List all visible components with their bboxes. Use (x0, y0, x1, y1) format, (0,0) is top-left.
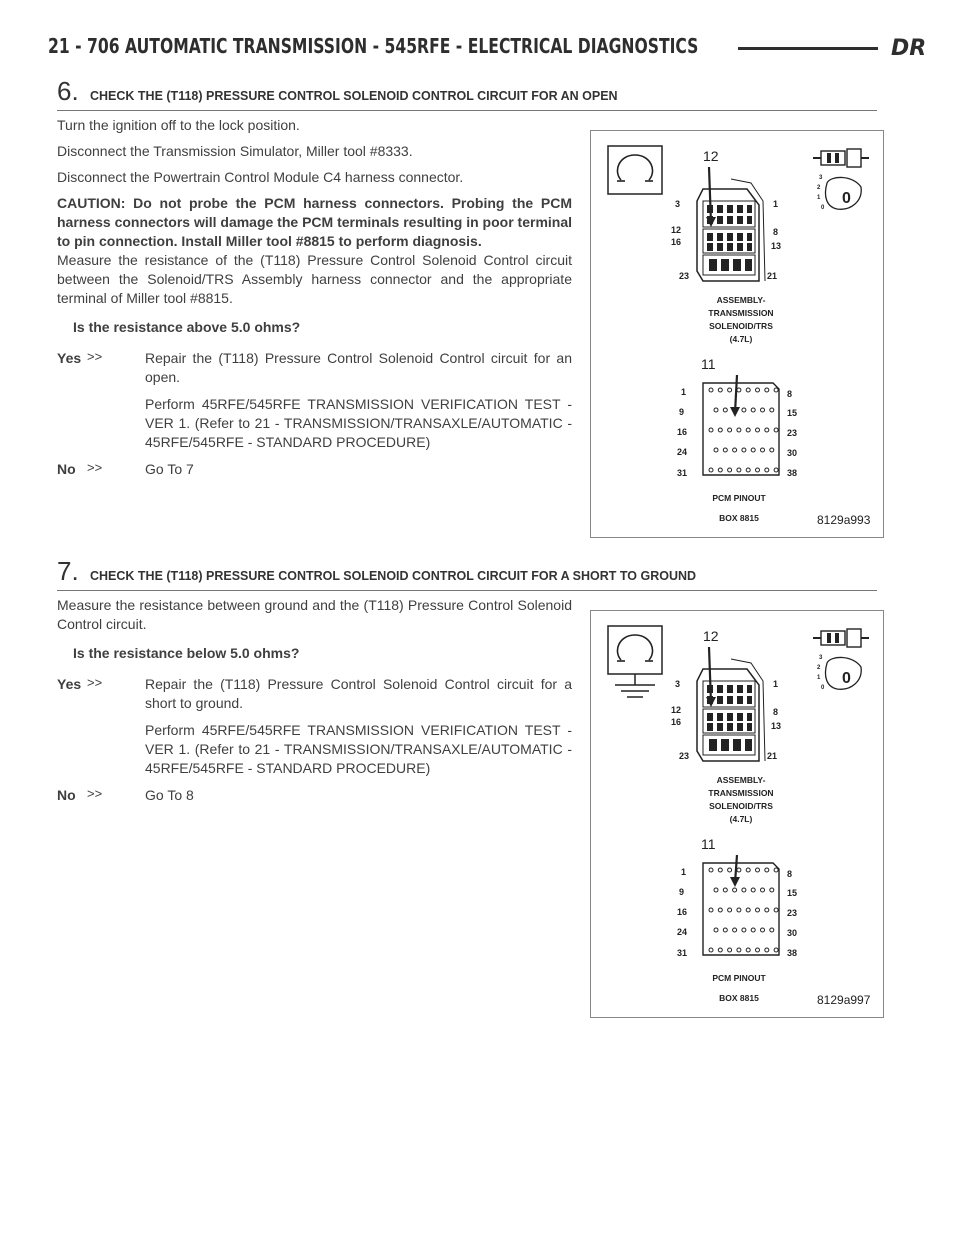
step-7-heading (57, 556, 877, 591)
svg-text:12: 12 (703, 628, 719, 644)
pin-hole (733, 928, 737, 932)
svg-text:38: 38 (787, 948, 798, 958)
svg-text:ASSEMBLY-: ASSEMBLY- (716, 775, 766, 785)
pin-hole (770, 448, 774, 452)
connector-plug-icon (813, 149, 869, 167)
svg-text:8: 8 (773, 707, 779, 717)
svg-text:TRANSMISSION: TRANSMISSION (708, 308, 774, 318)
ohm-icon (608, 146, 662, 194)
pin-hole (751, 408, 755, 412)
svg-text:23: 23 (679, 271, 690, 281)
svg-text:(4.7L): (4.7L) (729, 334, 753, 344)
pin-hole (742, 408, 746, 412)
answer-arrow: >> (87, 349, 103, 364)
pin-hole (746, 868, 750, 872)
measure-instruction: Measure the resistance between ground and the (T118) Pressure Control Solenoid Control circuit. (57, 597, 572, 632)
connector-plug-icon (813, 629, 869, 647)
pin-hole (737, 868, 741, 872)
pin-hole (746, 948, 750, 952)
svg-text:16: 16 (671, 237, 682, 247)
svg-text:BOX 8815: BOX 8815 (719, 513, 759, 523)
meter-dial-icon (817, 175, 861, 211)
pin-hole (718, 388, 722, 392)
figure-id: 8129a997 (817, 993, 871, 1007)
meter-dial-icon (817, 655, 861, 691)
pin-hole (723, 408, 727, 412)
pin-hole (751, 888, 755, 892)
diagnostic-question: Is the resistance below 5.0 ohms? (73, 645, 300, 661)
svg-text:8: 8 (787, 389, 793, 399)
answer-no (57, 786, 572, 805)
svg-text:8: 8 (787, 869, 793, 879)
pin-hole (742, 928, 746, 932)
svg-text:31: 31 (677, 468, 688, 478)
pin-hole (709, 428, 713, 432)
pcm-pinout-box (703, 375, 779, 475)
pcm-pinout-box (703, 855, 779, 955)
pin-hole (709, 468, 713, 472)
vehicle-code-logo: DR (891, 36, 927, 61)
svg-text:0: 0 (821, 205, 825, 211)
pin-hole (774, 428, 778, 432)
answer-text: Perform 45RFE/545RFE TRANSMISSION VERIFICATION TEST - VER 1. (Refer to 21 - TRANSMISSION/TRANSAXLE/AUTOMATIC - 45RFE/545RFE - STANDARD PROCEDURE) (145, 722, 572, 776)
svg-text:0: 0 (821, 685, 825, 691)
pin-hole (742, 448, 746, 452)
pin-hole (765, 908, 769, 912)
caution-note: CAUTION: Do not probe the PCM harness connectors. Probing the PCM harness connectors will damage the PCM terminals resulting in poor terminal to pin connection. Install Miller tool #8815 to perform diagnosis. (57, 195, 573, 249)
svg-text:1: 1 (817, 675, 821, 681)
page-header (48, 30, 927, 64)
pin-hole (709, 388, 713, 392)
pin-hole (718, 908, 722, 912)
svg-text:8: 8 (773, 227, 779, 237)
svg-text:(4.7L): (4.7L) (729, 814, 753, 824)
pin-hole (728, 908, 732, 912)
pin-hole (774, 468, 778, 472)
svg-text:23: 23 (787, 428, 798, 438)
pin-hole (746, 428, 750, 432)
svg-text:2: 2 (817, 665, 821, 671)
svg-text:2: 2 (817, 185, 821, 191)
trs-connector (697, 647, 765, 761)
pin-hole (718, 868, 722, 872)
svg-text:1: 1 (773, 199, 779, 209)
pin-hole (728, 388, 732, 392)
pin-hole (737, 428, 741, 432)
pin-hole (733, 448, 737, 452)
pin-hole (765, 868, 769, 872)
pin-hole (709, 908, 713, 912)
pin-hole (761, 448, 765, 452)
figure-id: 8129a993 (817, 513, 871, 527)
trs-connector (697, 167, 765, 281)
svg-text:3: 3 (819, 655, 823, 661)
pin-hole (709, 868, 713, 872)
pin-hole (723, 888, 727, 892)
pin-hole (774, 868, 778, 872)
pin-hole (774, 908, 778, 912)
svg-text:1: 1 (773, 679, 779, 689)
answer-text: Repair the (T118) Pressure Control Solenoid Control circuit for an open. (145, 350, 572, 385)
svg-text:30: 30 (787, 928, 798, 938)
pin-hole (746, 908, 750, 912)
svg-text:3: 3 (675, 199, 681, 209)
pin-hole (728, 468, 732, 472)
svg-text:0: 0 (842, 190, 851, 207)
answer-text: Perform 45RFE/545RFE TRANSMISSION VERIFICATION TEST - VER 1. (Refer to 21 - TRANSMISSION/TRANSAXLE/AUTOMATIC - 45RFE/545RFE - STANDARD PROCEDURE) (145, 396, 572, 450)
pin-hole (774, 388, 778, 392)
header-rule (738, 47, 878, 50)
pin-hole (765, 948, 769, 952)
pin-hole (746, 388, 750, 392)
svg-text:9: 9 (679, 407, 685, 417)
svg-text:1: 1 (817, 195, 821, 201)
pin-hole (765, 388, 769, 392)
instruction: Turn the ignition off to the lock position. (57, 117, 300, 133)
svg-text:30: 30 (787, 448, 798, 458)
diagnostic-question: Is the resistance above 5.0 ohms? (73, 319, 301, 335)
svg-text:15: 15 (787, 888, 798, 898)
pin-hole (728, 428, 732, 432)
pin-hole (751, 448, 755, 452)
step-number: 7. (57, 556, 79, 586)
pin-hole (761, 408, 765, 412)
ground-icon (615, 674, 655, 697)
pin-hole (737, 468, 741, 472)
pin-hole (751, 928, 755, 932)
svg-text:9: 9 (679, 887, 685, 897)
answer-arrow: >> (87, 460, 103, 475)
pin-hole (756, 908, 760, 912)
svg-text:BOX 8815: BOX 8815 (719, 993, 759, 1003)
svg-text:3: 3 (819, 175, 823, 181)
pin-hole (770, 888, 774, 892)
step-number: 6. (57, 76, 79, 106)
pin-hole (733, 888, 737, 892)
svg-text:12: 12 (671, 705, 682, 715)
pin-hole (723, 448, 727, 452)
svg-text:13: 13 (771, 241, 782, 251)
step-7-body (57, 596, 572, 813)
pin-hole (742, 888, 746, 892)
pin-hole (728, 868, 732, 872)
answer-text: Repair the (T118) Pressure Control Solenoid Control circuit for a short to ground. (145, 676, 572, 711)
pin-hole (728, 948, 732, 952)
pin-hole (714, 408, 718, 412)
figure-8129a997 (590, 610, 884, 1018)
page-title: 21 - 706 AUTOMATIC TRANSMISSION - 545RFE - ELECTRICAL DIAGNOSTICS (48, 34, 699, 58)
svg-text:16: 16 (671, 717, 682, 727)
pin-hole (761, 888, 765, 892)
pin-hole (718, 468, 722, 472)
instruction: Disconnect the Powertrain Control Module C4 harness connector. (57, 169, 464, 185)
answer-text: Go To 8 (145, 787, 194, 803)
svg-text:24: 24 (677, 447, 688, 457)
svg-text:SOLENOID/TRS: SOLENOID/TRS (709, 321, 773, 331)
pin-hole (756, 868, 760, 872)
pin-hole (714, 888, 718, 892)
answer-yes (57, 349, 572, 452)
pin-hole (718, 948, 722, 952)
answer-no (57, 460, 572, 479)
pin-label: 12 (703, 148, 719, 164)
svg-text:TRANSMISSION: TRANSMISSION (708, 788, 774, 798)
svg-text:11: 11 (701, 356, 716, 372)
svg-text:31: 31 (677, 948, 688, 958)
figure-8129a993 (590, 130, 884, 538)
svg-text:21: 21 (767, 751, 778, 761)
pin-hole (765, 468, 769, 472)
pin-hole (756, 468, 760, 472)
instruction: Disconnect the Transmission Simulator, Miller tool #8333. (57, 143, 413, 159)
svg-text:1: 1 (681, 387, 687, 397)
answer-key: No (57, 787, 76, 803)
pin-hole (756, 388, 760, 392)
pin-hole (737, 948, 741, 952)
answer-text: Go To 7 (145, 461, 194, 477)
step-title: CHECK THE (T118) PRESSURE CONTROL SOLENOID CONTROL CIRCUIT FOR AN OPEN (90, 89, 618, 103)
svg-text:13: 13 (771, 721, 782, 731)
answer-yes (57, 675, 572, 778)
pin-hole (770, 928, 774, 932)
svg-text:23: 23 (679, 751, 690, 761)
svg-text:23: 23 (787, 908, 798, 918)
pin-hole (765, 428, 769, 432)
pin-hole (714, 448, 718, 452)
answer-key: Yes (57, 676, 82, 692)
svg-text:1: 1 (681, 867, 687, 877)
svg-text:12: 12 (671, 225, 682, 235)
pin-hole (774, 948, 778, 952)
svg-text:3: 3 (675, 679, 681, 689)
svg-text:16: 16 (677, 427, 688, 437)
pin-hole (723, 928, 727, 932)
answer-key: Yes (57, 350, 82, 366)
answer-arrow: >> (87, 786, 103, 801)
pin-hole (746, 468, 750, 472)
pin-hole (756, 428, 760, 432)
measure-instruction: Measure the resistance of the (T118) Pressure Control Solenoid Control circuit between the Solenoid/TRS Assembly harness connector and the appropriate terminal of Miller tool #8815. (57, 252, 572, 306)
pin-hole (761, 928, 765, 932)
svg-text:16: 16 (677, 907, 688, 917)
svg-text:SOLENOID/TRS: SOLENOID/TRS (709, 801, 773, 811)
answer-key: No (57, 461, 76, 477)
ohm-icon (608, 626, 662, 674)
svg-text:15: 15 (787, 408, 798, 418)
svg-text:PCM PINOUT: PCM PINOUT (712, 973, 766, 983)
svg-text:38: 38 (787, 468, 798, 478)
pin-hole (718, 428, 722, 432)
pin-hole (756, 948, 760, 952)
svg-text:24: 24 (677, 927, 688, 937)
pin-hole (714, 928, 718, 932)
svg-text:0: 0 (842, 670, 851, 687)
svg-text:21: 21 (767, 271, 778, 281)
pin-hole (737, 388, 741, 392)
pin-hole (770, 408, 774, 412)
step-6-heading (57, 76, 877, 111)
step-6-body (57, 116, 572, 487)
svg-text:11: 11 (701, 836, 716, 852)
answer-arrow: >> (87, 675, 103, 690)
step-title: CHECK THE (T118) PRESSURE CONTROL SOLENOID CONTROL CIRCUIT FOR A SHORT TO GROUND (90, 569, 697, 583)
pin-hole (737, 908, 741, 912)
svg-text:PCM PINOUT: PCM PINOUT (712, 493, 766, 503)
svg-text:ASSEMBLY-: ASSEMBLY- (716, 295, 766, 305)
pin-hole (709, 948, 713, 952)
